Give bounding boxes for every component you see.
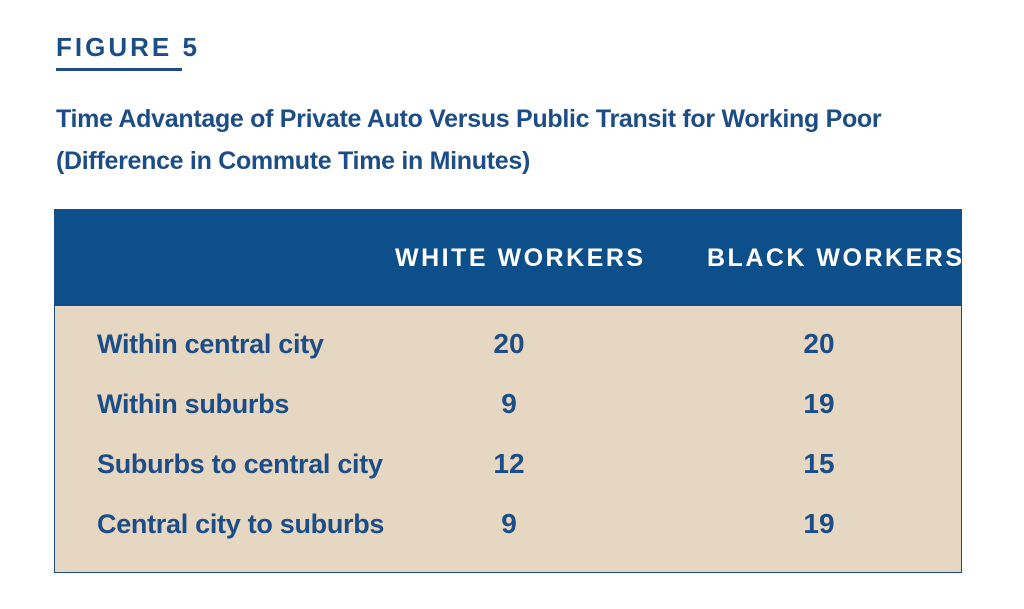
cell-black-workers: 20 <box>803 328 835 359</box>
column-header-black-workers: BLACK WORKERS <box>707 244 965 272</box>
row-label: Suburbs to central city <box>97 449 383 479</box>
cell-white-workers: 20 <box>493 328 525 359</box>
cell-white-workers: 12 <box>493 448 525 479</box>
row-label: Within central city <box>97 329 324 359</box>
table-row <box>55 374 961 434</box>
figure-label: FIGURE 5 <box>56 32 200 62</box>
data-table <box>54 209 965 573</box>
cell-black-workers: 19 <box>803 508 835 539</box>
cell-white-workers: 9 <box>501 388 517 419</box>
table-row <box>55 314 961 374</box>
cell-white-workers: 9 <box>501 508 517 539</box>
cell-black-workers: 15 <box>803 448 835 479</box>
table-row <box>55 434 961 494</box>
figure-title <box>56 98 881 182</box>
table-row <box>55 494 961 554</box>
row-label: Within suburbs <box>97 389 290 419</box>
column-header-white-workers: WHITE WORKERS <box>395 244 646 272</box>
figure-title-line-1: Time Advantage of Private Auto Versus Public Transit for Working Poor <box>56 105 882 133</box>
table-header <box>55 210 965 306</box>
row-label: Central city to suburbs <box>97 509 385 539</box>
figure-label-underline <box>56 68 182 71</box>
cell-black-workers: 19 <box>803 388 835 419</box>
figure-subtitle: (Difference in Commute Time in Minutes) <box>56 147 531 175</box>
